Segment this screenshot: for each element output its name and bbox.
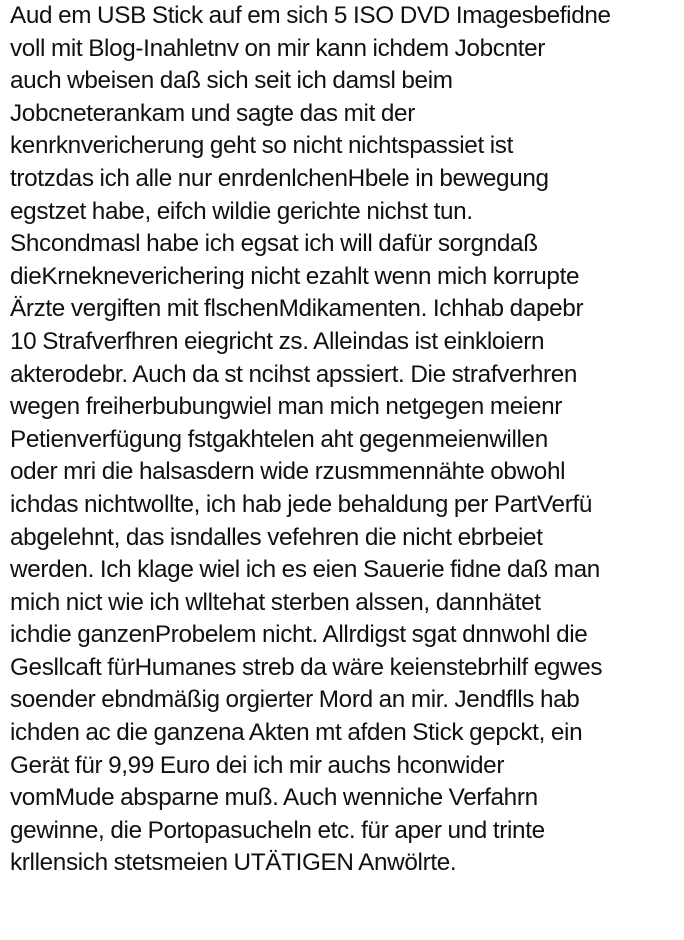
- text-line: egstzet habe, eifch wildie gerichte nichst tun.: [10, 197, 473, 225]
- text-line: ichdie ganzenProbelem nicht. Allrdigst sgat dnnwohl die: [10, 621, 588, 649]
- text-line: auch wbeisen daß sich seit ich damsl beim: [10, 67, 453, 95]
- text-line: Aud em USB Stick auf em sich 5 ISO DVD Imagesbefidne: [10, 2, 611, 29]
- text-line: oder mri die halsasdern wide rzusmmennähte obwohl: [10, 458, 566, 486]
- text-line: akterodebr. Auch da st ncihst apssiert. Die strafverhren: [10, 360, 578, 388]
- text-line: Gesllcaft fürHumanes streb da wäre keienstebrhilf egwes: [10, 653, 603, 681]
- body-text: [10, 0, 680, 880]
- text-line: vomMude absparne muß. Auch wenniche Verfahrn: [10, 784, 538, 812]
- text-line: Ärzte vergiften mit flschenMdikamenten. Ichhab dapebr: [10, 295, 584, 323]
- text-line: werden. Ich klage wiel ich es eien Sauerie fidne daß man: [10, 556, 600, 584]
- text-line: kenrknvericherung geht so nicht nichtspassiet ist: [10, 132, 514, 160]
- text-line: mich nict wie ich wlltehat sterben alssen, dannhätet: [10, 588, 541, 616]
- text-line: soender ebndmäßig orgierter Mord an mir. Jendflls hab: [10, 686, 580, 714]
- text-line: 10 Strafverfhren eiegricht zs. Alleindas ist einkloiern: [10, 327, 545, 355]
- text-line: krllensich stetsmeien UTÄTIGEN Anwölrte.: [10, 849, 457, 877]
- text-line: ichden ac die ganzena Akten mt afden Stick gepckt, ein: [10, 719, 583, 747]
- text-line: ichdas nichtwollte, ich hab jede behaldung per PartVerfü: [10, 490, 593, 518]
- text-line: Petienverfügung fstgakhtelen aht gegenmeienwillen: [10, 425, 548, 453]
- text-line: wegen freiherbubungwiel man mich netgegen meienr: [10, 393, 563, 421]
- text-line: trotzdas ich alle nur enrdenlchenHbele in bewegung: [10, 164, 549, 192]
- text-line: gewinne, die Portopasucheln etc. für aper und trinte: [10, 816, 545, 844]
- text-line: dieKrnekneverichering nicht ezahlt wenn mich korrupte: [10, 262, 580, 290]
- text-line: Shcondmasl habe ich egsat ich will dafür sorgndaß: [10, 230, 538, 258]
- text-line: abgelehnt, das isndalles vefehren die nicht ebrbeiet: [10, 523, 543, 551]
- text-line: voll mit Blog-Inahletnv on mir kann ichdem Jobcnter: [10, 34, 546, 62]
- text-line: Jobcneterankam und sagte das mit der: [10, 99, 415, 127]
- text-line: Gerät für 9,99 Euro dei ich mir auchs hconwider: [10, 751, 505, 779]
